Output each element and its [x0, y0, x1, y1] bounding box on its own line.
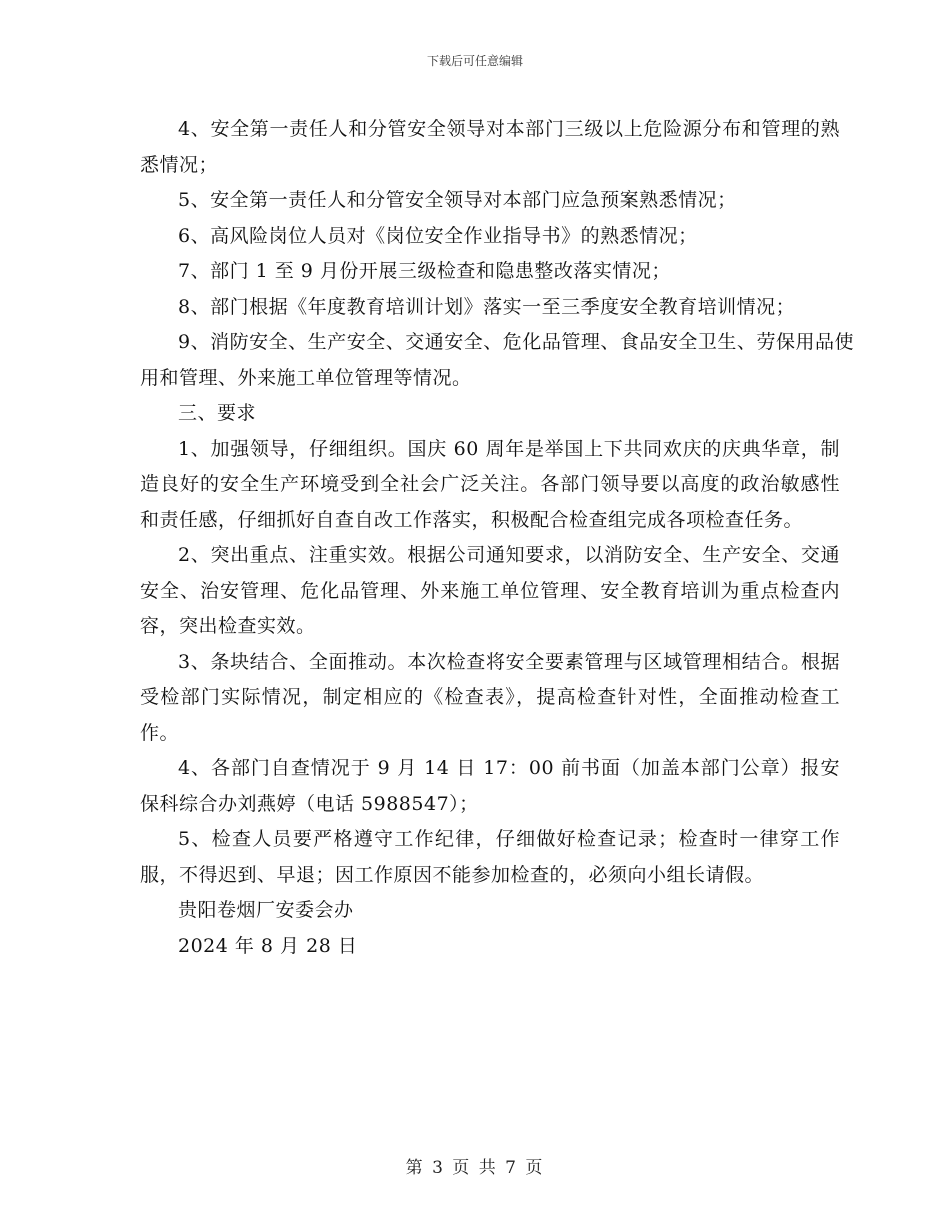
signature-organization: 贵阳卷烟厂安委会办 [178, 899, 354, 921]
section-heading-requirements: 三、要求 [178, 402, 257, 424]
document-body [140, 112, 854, 964]
paragraph-item-6: 6、高风险岗位人员对《岗位安全作业指导书》的熟悉情况； [178, 224, 698, 247]
signature-date: 2024 年 8 月 28 日 [178, 934, 358, 957]
paragraph-item-9: 9、消防安全、生产安全、交通安全、危化品管理、食品安全卫生、劳保用品使用和管理、外来施工单位管理等情况。 [140, 331, 854, 389]
requirement-3: 3、条块结合、全面推动。本次检查将安全要素管理与区域管理相结合。根据受检部门实际情况，制定相应的《检查表》，提高检查针对性，全面推动检查工作。 [140, 650, 840, 744]
requirement-1: 1、加强领导，仔细组织。国庆 60 周年是举国上下共同欢庆的庆典华章，制造良好的安全生产环境受到全社会广泛关注。各部门领导要以高度的政治敏感性和责任感，仔细抓好自查自改工作落实，积极配合检查组完成各项检查任务。 [140, 437, 840, 531]
paragraph-item-4: 4、安全第一责任人和分管安全领导对本部门三级以上危险源分布和管理的熟悉情况； [140, 118, 840, 176]
requirement-5: 5、检查人员要严格遵守工作纪律，仔细做好检查记录；检查时一律穿工作服，不得迟到、早退；因工作原因不能参加检查的，必须向小组长请假。 [140, 828, 840, 886]
paragraph-item-7: 7、部门 1 至 9 月份开展三级检查和隐患整改落实情况； [178, 260, 671, 282]
paragraph-item-8: 8、部门根据《年度教育培训计划》落实一至三季度安全教育培训情况； [178, 295, 796, 318]
requirement-4: 4、各部门自查情况于 9 月 14 日 17：00 前书面（加盖本部门公章）报安保科综合办刘燕婷（电话 5988547）； [140, 757, 840, 815]
paragraph-item-5: 5、安全第一责任人和分管安全领导对本部门应急预案熟悉情况； [178, 189, 737, 211]
page-number-footer: 第 3 页 共 7 页 [405, 1158, 545, 1178]
requirement-2: 2、突出重点、注重实效。根据公司通知要求，以消防安全、生产安全、交通安全、治安管理、危化品管理、外来施工单位管理、安全教育培训为重点检查内容，突出检查实效。 [140, 544, 840, 637]
page-header: 下载后可任意编辑 [426, 54, 523, 68]
